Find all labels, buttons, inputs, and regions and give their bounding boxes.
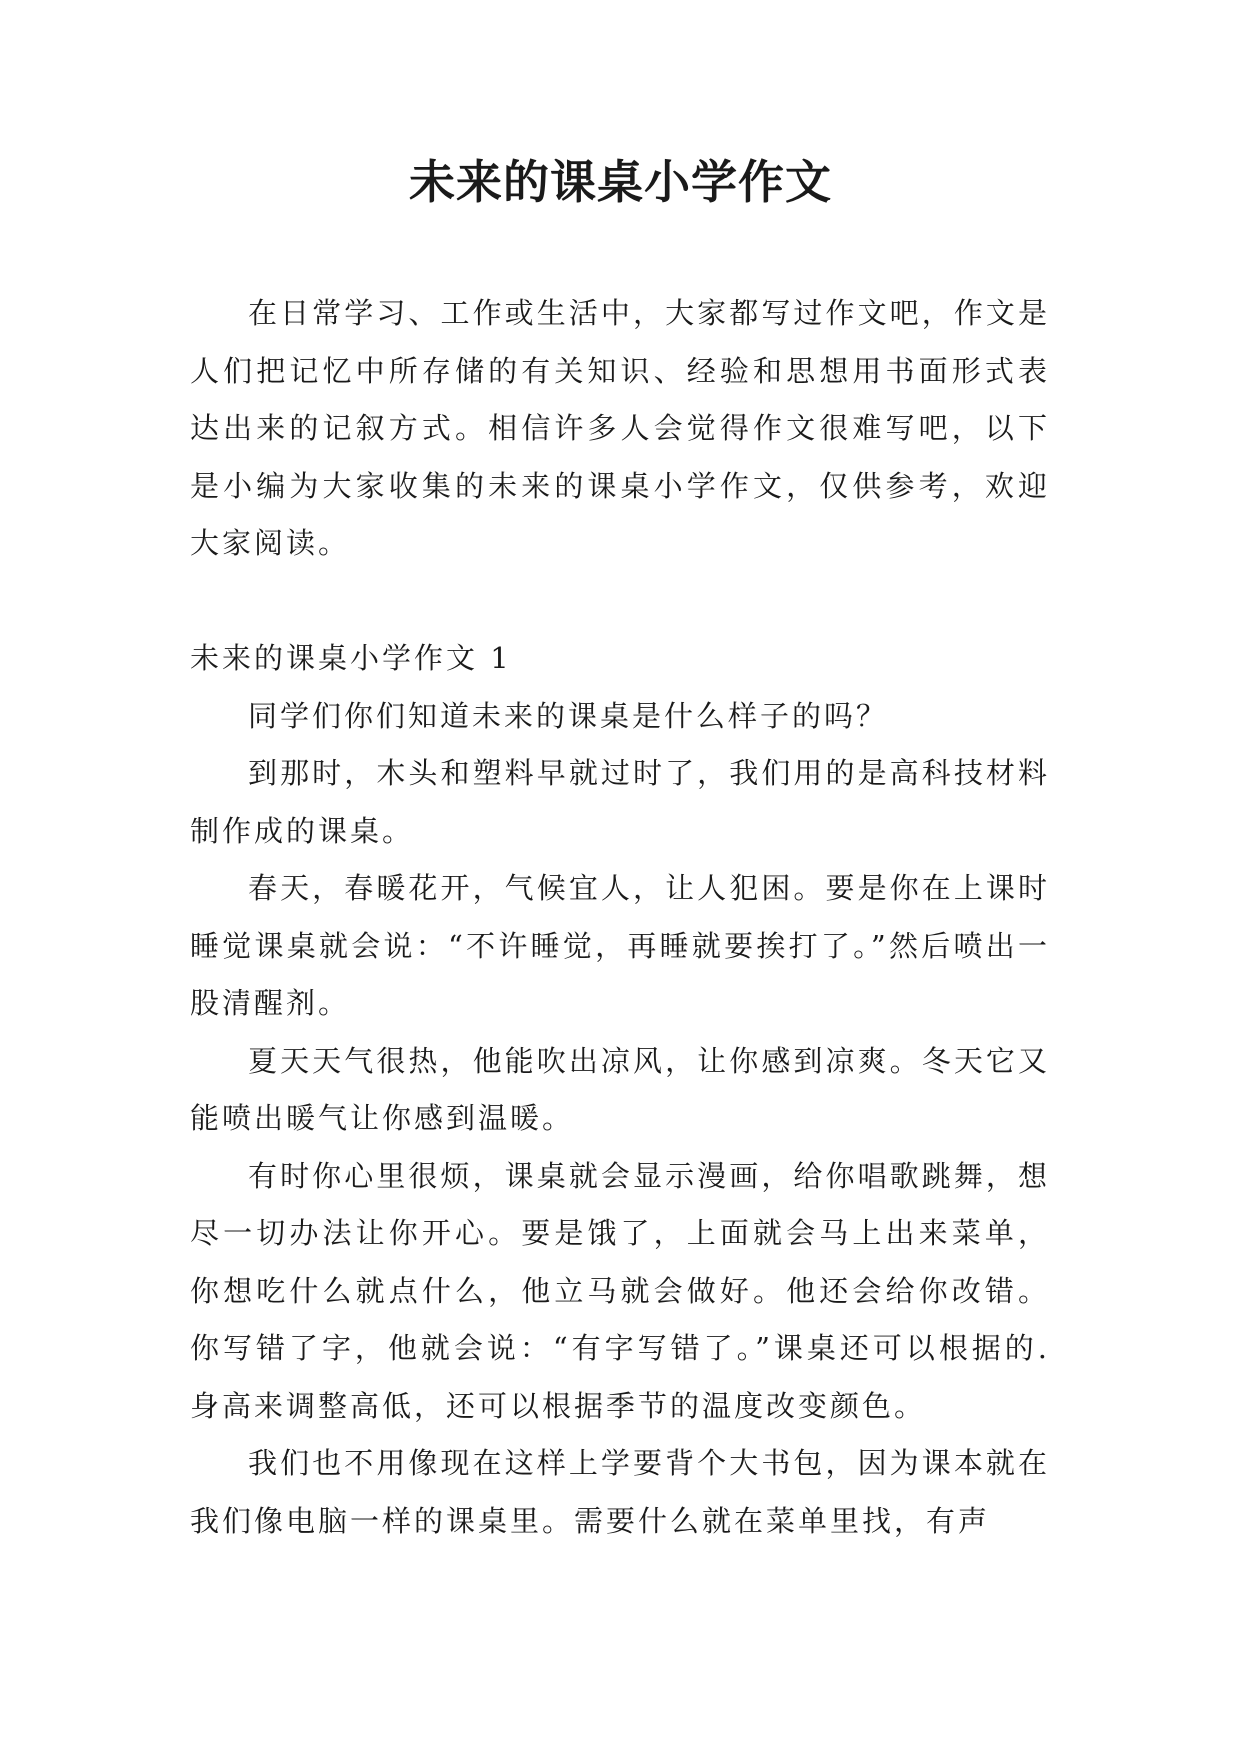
intro-paragraph: 在日常学习、工作或生活中，大家都写过作文吧，作文是人们把记忆中所存储的有关知识、经验和思想用书面形式表达出来的记叙方式。相信许多人会觉得作文很难写吧，以下是小编为大家收集的未来的课桌小学作文，仅供参考，欢迎大家阅读。 (190, 296, 1050, 560)
section-gap (190, 573, 1050, 631)
document-body (190, 285, 1050, 1550)
body-paragraph: 同学们你们知道未来的课桌是什么样子的吗？ (248, 698, 889, 733)
body-paragraph: 春天，春暖花开，气候宜人，让人犯困。要是你在上课时睡觉课桌就会说：“不许睡觉，再睡就要挨打了。”然后喷出一股清醒剂。 (190, 871, 1050, 1020)
section-heading: 未来的课桌小学作文 1 (190, 641, 512, 675)
body-paragraph: 有时你心里很烦，课桌就会显示漫画，给你唱歌跳舞，想尽一切办法让你开心。要是饿了，上面就会马上出来菜单，你想吃什么就点什么，他立马就会做好。他还会给你改错。你写错了字，他就会说：“有字写错了。”课桌还可以根据的.身高来调整高低，还可以根据季节的温度改变颜色。 (190, 1158, 1050, 1423)
body-paragraph: 夏天天气很热，他能吹出凉风，让你感到凉爽。冬天它又能喷出暖气让你感到温暖。 (190, 1043, 1050, 1135)
document-title: 未来的课桌小学作文 (409, 155, 832, 209)
body-paragraph: 到那时，木头和塑料早就过时了，我们用的是高科技材料制作成的课桌。 (190, 756, 1050, 848)
body-paragraph: 我们也不用像现在这样上学要背个大书包，因为课本就在我们像电脑一样的课桌里。需要什么就在菜单里找，有声 (190, 1446, 1050, 1538)
